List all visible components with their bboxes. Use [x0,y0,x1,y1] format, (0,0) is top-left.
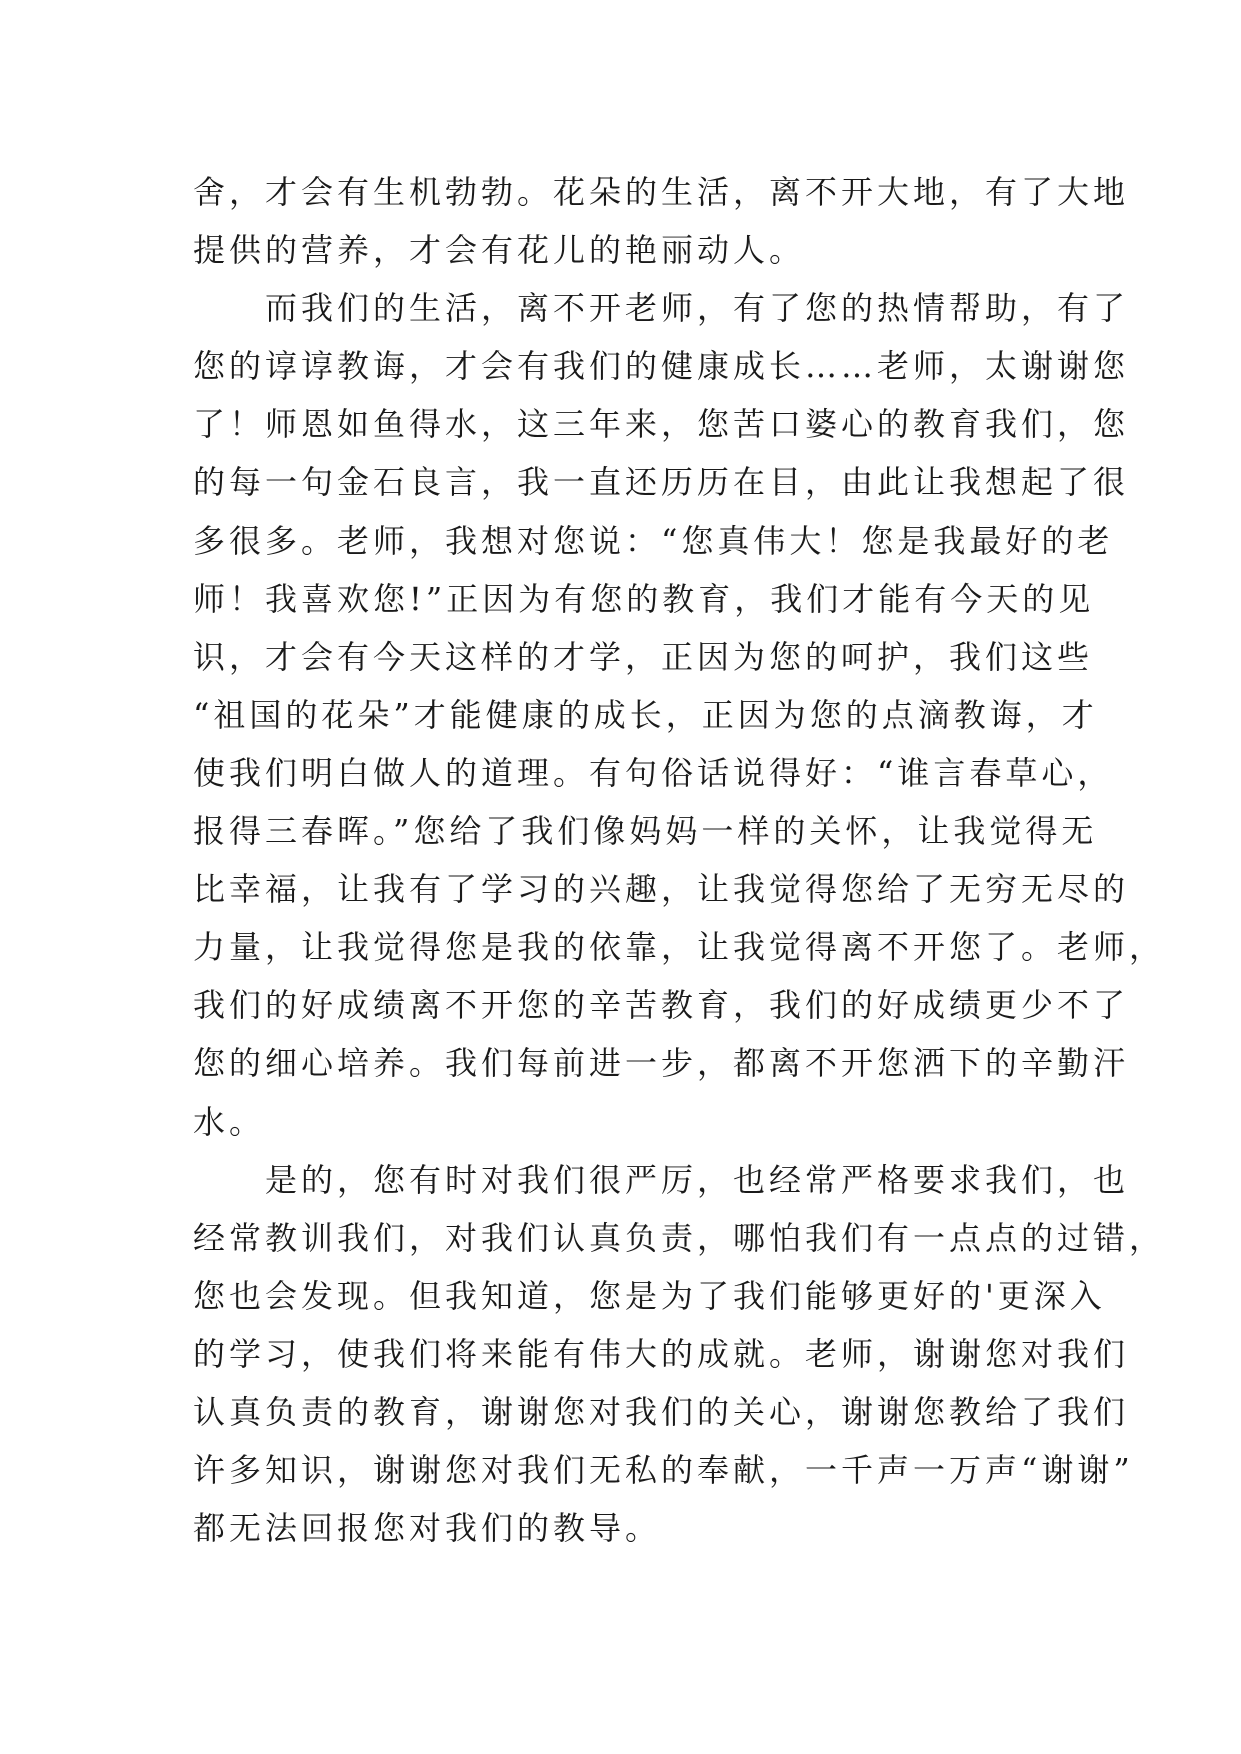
text-line: 而我们的生活，离不开老师，有了您的热情帮助，有了 [193,289,1130,328]
text-line: 的每一句金石良言，我一直还历历在目，由此让我想起了很 [193,463,1130,502]
text-line: 经常教训我们，对我们认真负责，哪怕我们有一点点的过错， [193,1218,1166,1257]
text-line: 都无法回报您对我们的教导。 [193,1509,662,1548]
text-line: “祖国的花朵”才能健康的成长，正因为您的点滴教诲，才 [193,695,1098,734]
text-line: 报得三春晖。”您给了我们像妈妈一样的关怀，让我觉得无 [193,812,1098,851]
document-body [193,163,1166,1557]
text-line: 认真负责的教育，谢谢您对我们的关心，谢谢您教给了我们 [193,1392,1130,1431]
text-line: 了！师恩如鱼得水，这三年来，您苦口婆心的教育我们，您 [193,405,1130,444]
text-line: 师！我喜欢您!”正因为有您的教育，我们才能有今天的见 [193,579,1095,618]
text-line: 是的，您有时对我们很严厉，也经常严格要求我们，也 [193,1160,1130,1199]
text-line: 多很多。老师，我想对您说：“您真伟大！您是我最好的老 [193,521,1114,560]
text-line: 识，才会有今天这样的才学，正因为您的呵护，我们这些 [193,637,1094,676]
text-line: 您也会发现。但我知道，您是为了我们能够更好的'更深入 [193,1276,1106,1315]
text-line: 力量，让我觉得您是我的依靠，让我觉得离不开您了。老师， [193,928,1166,967]
text-line: 水。 [193,1102,266,1141]
text-line: 舍，才会有生机勃勃。花朵的生活，离不开大地，有了大地 [193,173,1130,211]
text-line: 的学习，使我们将来能有伟大的成就。老师，谢谢您对我们 [193,1334,1130,1373]
text-line: 许多知识，谢谢您对我们无私的奉献，一千声一万声“谢谢” [193,1451,1134,1490]
text-line: 我们的好成绩离不开您的辛苦教育，我们的好成绩更少不了 [193,986,1130,1025]
text-line: 您的细心培养。我们每前进一步，都离不开您洒下的辛勤汗 [193,1044,1130,1083]
text-line: 提供的营养，才会有花儿的艳丽动人。 [193,231,806,270]
text-line: 您的谆谆教诲，才会有我们的健康成长……老师，太谢谢您 [193,347,1130,386]
text-line: 使我们明白做人的道理。有句俗话说得好：“谁言春草心， [193,753,1114,792]
text-line: 比幸福，让我有了学习的兴趣，让我觉得您给了无穷无尽的 [193,870,1130,909]
